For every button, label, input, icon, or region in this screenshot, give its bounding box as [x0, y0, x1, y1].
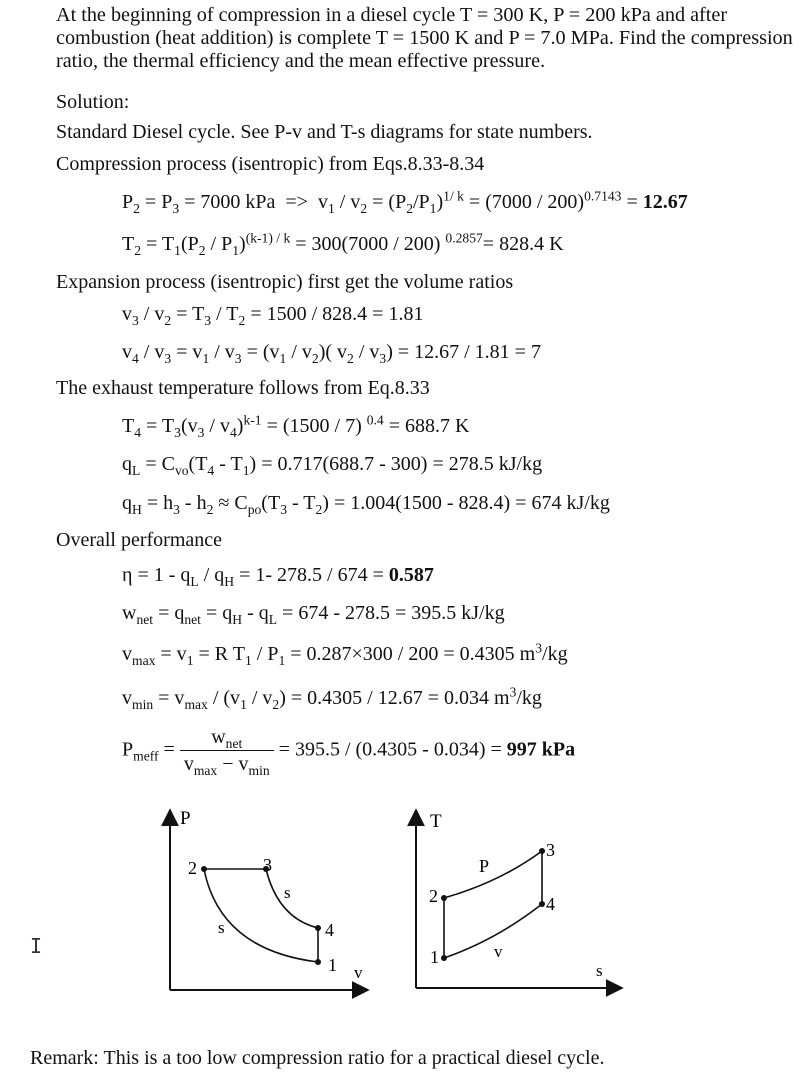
ts-x-label: s: [596, 961, 603, 980]
ts-label-P: P: [479, 856, 490, 876]
ts-state-4: 4: [546, 894, 555, 914]
pmeff-value: 997 kPa: [506, 738, 576, 761]
ts-state-3: 3: [546, 840, 555, 860]
pv-state-point: [315, 959, 321, 965]
compression-ratio-value: 12.67: [642, 191, 688, 213]
equation-efficiency: $\eta = 1 - q_L / q_H = 1-$ 278.5 / 674 = 0.587: [122, 564, 434, 589]
pv-state-1: 1: [328, 955, 337, 975]
vmax-value: 0.4305: [459, 643, 515, 665]
ts-y-label: T: [430, 811, 442, 832]
ts-state-point: [441, 955, 447, 961]
pmeff-fraction: $\frac{w_{net}}{v_{max} - v_{min}}$: [180, 726, 274, 776]
pv-x-label: v: [354, 963, 363, 982]
ts-state-1: 1: [430, 947, 439, 967]
problem-statement: At the beginning of compression in a diesel cycle T = 300 K, P = 200 kPa and after combustion (heat addition) is complete T = 1500 K and P = 7.0 MPa. Find the compression ratio, the thermal efficiency and the mean effective pressure.: [56, 4, 793, 72]
compression-heading: Compression process (isentropic) from Eqs.8.33-8.34: [56, 153, 485, 175]
equation-pmeff: $P_{meff}$ = $\frac{w_{net}}{v_{max} - v_{min}}$ = 395.5 / (0.4305 - 0.034) = 997 kPa: [122, 726, 576, 778]
equation-v4-v3: $v_4 / v_3 = v_1 / v_3 = (v_1 / v_2)$( $v_2 / v_3) = 12.67 / 1.81 = 7$: [122, 341, 541, 366]
efficiency-value: 0.587: [388, 564, 434, 586]
ts-state-point: [539, 901, 545, 907]
ts-curve-2-3: [444, 851, 542, 898]
pv-label-s-lower: s: [218, 918, 225, 937]
ts-curve-4-1: [444, 904, 542, 958]
T2-value: 828.4 K: [499, 233, 564, 255]
pv-curve-3-4: [266, 869, 318, 928]
ts-state-2: 2: [429, 886, 438, 906]
qL-value: 278.5 kJ/kg: [448, 453, 543, 475]
expansion-heading: Expansion process (isentropic) first get the volume ratios: [56, 271, 514, 293]
equation-wnet: $w_{net} = q_{net} = q_H - q_L = 674 - 278.5 = 395.5$ kJ/kg: [122, 602, 505, 627]
equation-compression-ratio: $P_2 = P_3 = 7000$ kPa => $v_1 / v_2 = (P_2/P_1)^{1/ k} = (7000 / 200)^{0.7143} = 12.67$: [122, 188, 688, 216]
ts-state-point: [539, 848, 545, 854]
exhaust-heading: The exhaust temperature follows from Eq.8.33: [56, 377, 430, 399]
equation-T4: $T_4 = T_3(v_3 / v_4)^{k-1} = (1500 / 7) ^{0.4} = 688.7$ K: [122, 412, 470, 440]
overall-heading: Overall performance: [56, 529, 223, 551]
remark: Remark: This is a too low compression ratio for a practical diesel cycle.: [30, 1047, 605, 1069]
solution-intro: Standard Diesel cycle. See P-v and T-s diagrams for state numbers.: [56, 121, 593, 143]
pv-diagram: [150, 800, 380, 1000]
equation-qL: $q_L = C_{vo}(T_4 - T_1) = 0.717(688.7 - 300) = 278.5$ kJ/kg: [122, 453, 543, 478]
ts-state-point: [441, 895, 447, 901]
pv-y-label: P: [180, 808, 191, 829]
v4-v3-value: 7: [530, 341, 541, 363]
equation-vmax: $v_{max} = v_1 = R$ $T_1 / P_1 = 0.287\times 300 / 200 = 0.4305$ $m^3/kg$: [122, 640, 568, 668]
equation-T2: $T_2 = T_1(P_2 / P_1)^{(k-1) / k} = 300(7000 / 200)$ $^{0.2857}$= 828.4 K: [122, 230, 564, 258]
ts-label-v: v: [494, 942, 503, 961]
text-cursor-icon: I: [30, 934, 43, 958]
wnet-value: 395.5 kJ/kg: [411, 602, 505, 624]
v3-v2-value: 1.81: [388, 303, 424, 325]
ts-diagram: [400, 800, 630, 1000]
qH-value: 674 kJ/kg: [531, 492, 610, 514]
equation-v3-v2: $v_3 / v_2 = T_3 / T_2 = 1500 / 828.4 = 1.81$: [122, 303, 424, 328]
pv-state-4: 4: [325, 920, 334, 940]
equation-qH: $q_H = h_3 - h_2 \approx C_{po}(T_3 - T_2) = 1.004(1500 - 828.4) = 674$ kJ/kg: [122, 492, 610, 517]
solution-heading: Solution:: [56, 91, 130, 113]
vmin-value: 0.034: [444, 687, 489, 709]
pv-state-point: [201, 866, 207, 872]
pv-state-3: 3: [263, 855, 272, 875]
T4-value: 688.7 K: [405, 415, 470, 437]
pv-state-2: 2: [188, 858, 197, 878]
pv-label-s-upper: s: [284, 883, 291, 902]
pv-state-point: [315, 925, 321, 931]
equation-vmin: $v_{min} = v_{max} / (v_1 / v_2) = 0.4305 / 12.67 = 0.034$ $m^3/kg$: [122, 684, 542, 712]
pv-curve-1-2: [204, 869, 318, 962]
